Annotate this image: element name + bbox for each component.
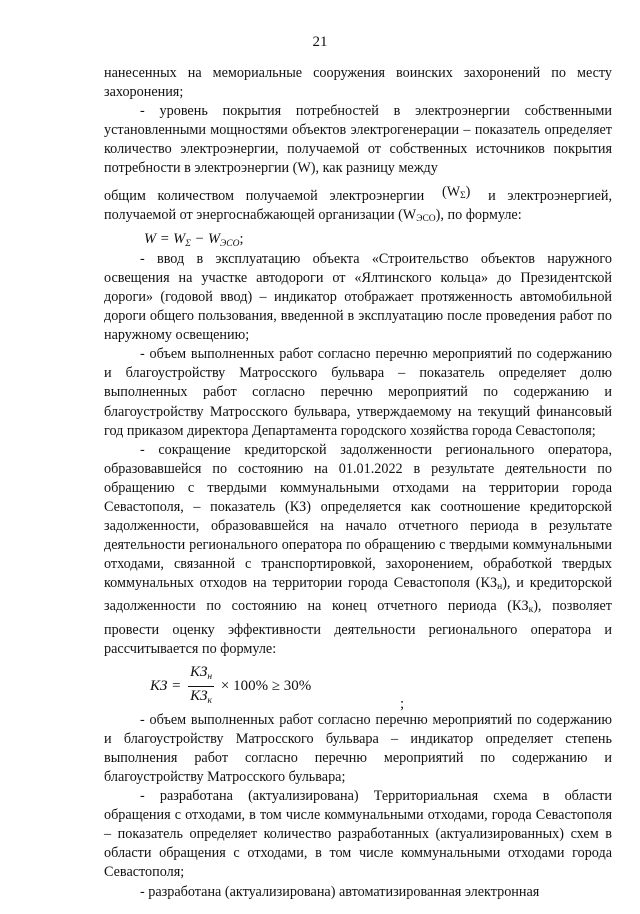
paragraph: - разработана (актуализирована) Территориальная схема в области обращения с отходами, в том числе коммунальными отходами, города Севастополя – показатель определяет количество разработанных (актуализированных) схем в области обращения с отходами, в том числе коммунальными отходами города Севастополя;: [104, 788, 612, 881]
paragraph: - ввод в эксплуатацию объекта «Строительство объектов наружного освещения на участке автодороги от «Ялтинского кольца» до Президентской дороги» (годовой ввод) – индикатор отображает протяженность автомобильной дороги общего пользования, введенной в эксплуатацию после проведения работ по наружному освещению;: [104, 250, 612, 344]
paragraph: общим количеством получаемой электроэнергии (WΣ) и электроэнергией, получаемой от энергоснабжающей организации (WЭСО), по формуле:: [104, 183, 613, 224]
paragraph: нанесенных на мемориальные сооружения воинских захоронений по месту захоронения;: [104, 65, 612, 101]
formula-w: $W = W_\Sigma - W_{ЭСО}$;: [144, 230, 244, 249]
fraction: $\frac{КЗ_н}{КЗ_к}$: [190, 663, 213, 706]
paragraph: - сокращение кредиторской задолженности регионального оператора, образовавшейся по состоянию на 01.01.2022 в результате деятельности по обращению с твердыми коммунальными отходами на территории города Севастополя, – показатель (КЗ) определяется как соотношение кредиторской задолженности, образовавшейся на начало отчетного периода в результате деятельности регионального оператора по обращению с твердыми коммунальными отходами, связанной с транспортировкой, захоронением, обработкой твердых коммунальных отходов на территории города Севастополя (КЗн), и кредиторской задолженности по состоянию на конец отчетного периода (КЗк), позволяет провести оценку эффективности деятельности регионального оператора и рассчитывается по формуле:: [104, 441, 612, 657]
paragraph: - объем выполненных работ согласно перечню мероприятий по содержанию и благоустройству Матросского бульвара – показатель определяет долю выполненных работ согласно перечню мероприятий по содержанию и благоустройству Матросского бульвара, утверждаемому на текущий финансовый год приказом директора Департамента городского хозяйства города Севастополя;: [104, 346, 612, 439]
paragraph: - объем выполненных работ согласно перечню мероприятий по содержанию и благоустройству Матросского бульвара – индикатор определяет степень выполнения работ согласно перечню мероприятий по содержанию и благоустройству Матросского бульвара;: [104, 711, 612, 785]
page-body: [104, 64, 612, 902]
paragraph: - разработана (актуализирована) автоматизированная электронная: [140, 883, 540, 900]
page-number: 21: [312, 34, 328, 50]
paragraph: - уровень покрытия потребностей в электроэнергии собственными установленными мощностями объектов электрогенерации – показатель определяет количество электроэнергии, получаемой от собственных источников покрытия потребности в электроэнергии (W), как разницу между: [104, 103, 612, 177]
formula-kz: КЗ = $\frac{КЗ_н}{КЗ_к}$ × 100% ≥ 30% ;: [150, 663, 405, 712]
inline-formula: (WΣ): [441, 183, 471, 201]
